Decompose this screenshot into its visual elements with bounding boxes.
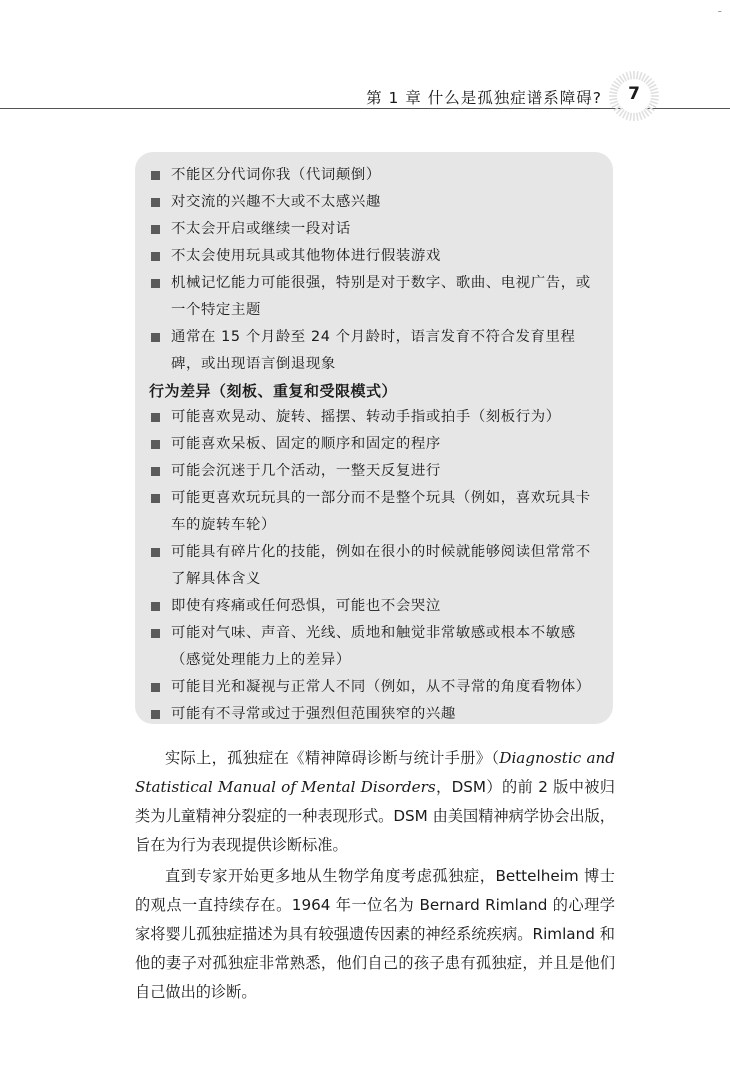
page-badge (608, 70, 660, 122)
paragraph-2: 直到专家开始更多地从生物学角度考虑孤独症，Bettelheim 博士的观点一直持续存在。1964 年一位名为 Bernard Rimland 的心理学家将婴儿孤独症描述为具有较强遗传因素的神经系统疾病。Rimland 和他的妻子对孤独症非常熟悉，他们自己的孩子患有孤独症，并且是他们自己做出的诊断。 (135, 867, 615, 1001)
square-bullet-icon (151, 440, 160, 449)
list-item: 不太会开启或继续一段对话 (149, 216, 601, 243)
list-item: 可能目光和凝视与正常人不同（例如，从不寻常的角度看物体） (149, 674, 601, 701)
square-bullet-icon (151, 494, 160, 503)
page-number: 7 (628, 84, 640, 104)
running-head (0, 80, 730, 110)
list-item: 通常在 15 个月龄至 24 个月龄时，语言发育不符合发育里程碑，或出现语言倒退现象 (149, 324, 601, 378)
square-bullet-icon (151, 198, 160, 207)
list-item: 可能有不寻常或过于强烈但范围狭窄的兴趣 (149, 701, 601, 728)
square-bullet-icon (151, 602, 160, 611)
square-bullet-icon (151, 413, 160, 422)
sunburst-ray (639, 72, 642, 81)
list-item: 可能具有碎片化的技能，例如在很小的时候就能够阅读但常常不了解具体含义 (149, 539, 601, 593)
body-text (135, 744, 615, 1009)
square-bullet-icon (151, 683, 160, 692)
list-item: 机械记忆能力可能很强，特别是对于数字、歌曲、电视广告，或一个特定主题 (149, 270, 601, 324)
square-bullet-icon (151, 171, 160, 180)
symptom-list (149, 162, 601, 728)
square-bullet-icon (151, 279, 160, 288)
square-bullet-icon (151, 467, 160, 476)
chapter-title: 第 1 章 什么是孤独症谱系障碍? (366, 89, 602, 107)
list-item: 不能区分代词你我（代词颠倒） (149, 162, 601, 189)
sunburst-ray (630, 71, 631, 80)
italic-title: Diagnostic and Statistical Manual of Mental Disorders (135, 749, 615, 796)
sunburst-ray (630, 112, 631, 121)
list-item: 可能对气味、声音、光线、质地和触觉非常敏感或根本不敏感（感觉处理能力上的差异） (149, 620, 601, 674)
paragraph-1: 实际上，孤独症在《精神障碍诊断与统计手册》（Diagnostic and Statistical Manual of Mental Disorders，DSM）的前 2 版中被归类为儿童精神分裂症的一种表现形式。DSM 由美国精神病学协会出版，旨在为行为表现提供诊断标准。 (135, 749, 615, 854)
square-bullet-icon (151, 252, 160, 261)
square-bullet-icon (151, 333, 160, 342)
list-item: 可能更喜欢玩玩具的一部分而不是整个玩具（例如，喜欢玩具卡车的旋转车轮） (149, 485, 601, 539)
sunburst-ray (639, 111, 642, 120)
list-item: 可能喜欢晃动、旋转、摇摆、转动手指或拍手（刻板行为） (149, 404, 601, 431)
sunburst-ray (637, 112, 638, 121)
symptom-box (135, 152, 613, 724)
list-item: 即使有疼痛或任何恐惧，可能也不会哭泣 (149, 593, 601, 620)
square-bullet-icon (151, 225, 160, 234)
corner-mark: - (717, 4, 722, 18)
list-item: 可能喜欢呆板、固定的顺序和固定的程序 (149, 431, 601, 458)
square-bullet-icon (151, 710, 160, 719)
square-bullet-icon (151, 548, 160, 557)
list-item: 对交流的兴趣不大或不太感兴趣 (149, 189, 601, 216)
sunburst-ray (626, 111, 629, 120)
list-item: 不太会使用玩具或其他物体进行假装游戏 (149, 243, 601, 270)
square-bullet-icon (151, 629, 160, 638)
list-item: 可能会沉迷于几个活动，一整天反复进行 (149, 458, 601, 485)
sunburst-ray (637, 71, 638, 80)
section-heading: 行为差异（刻板、重复和受限模式） (149, 382, 398, 400)
sunburst-ray (626, 72, 629, 81)
